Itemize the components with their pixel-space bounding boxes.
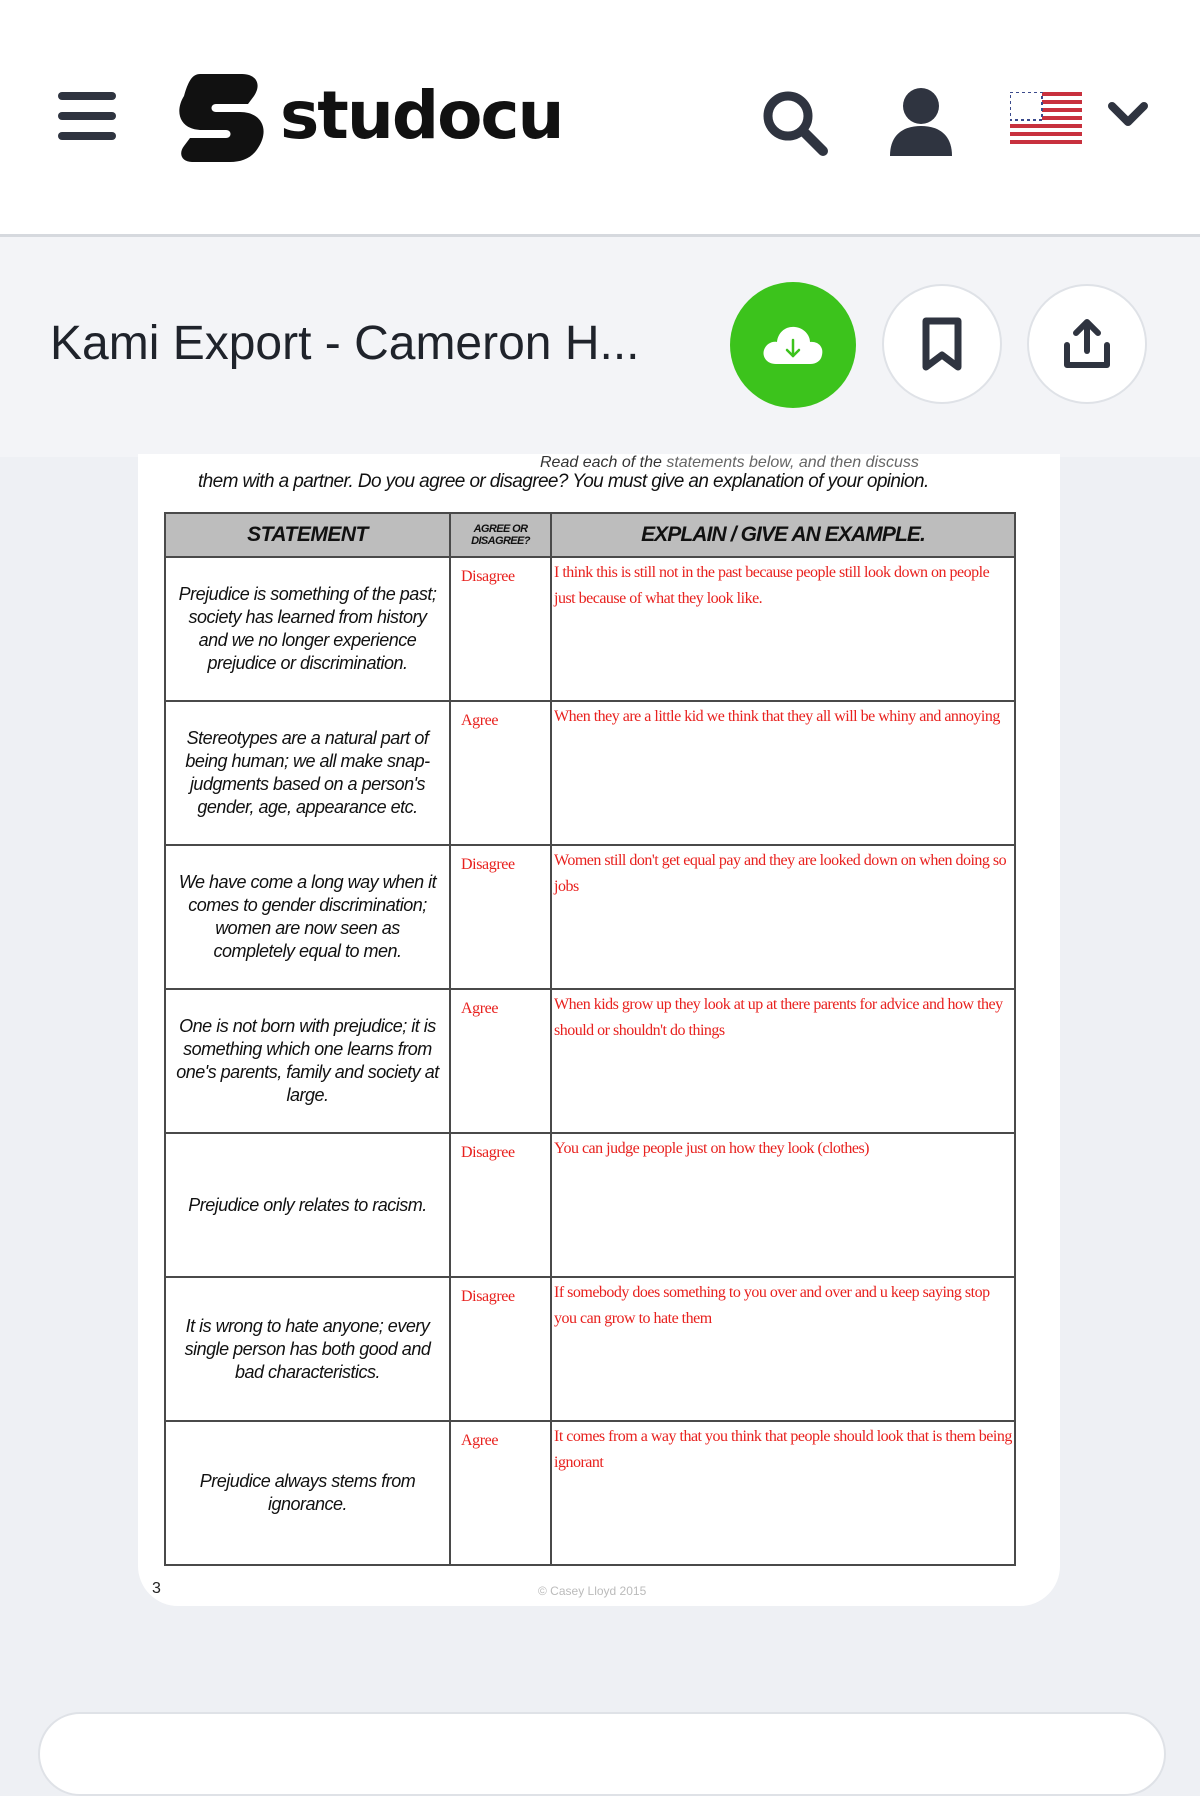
copyright-note: © Casey Lloyd 2015 — [538, 1584, 647, 1598]
header-explain: EXPLAIN / GIVE AN EXAMPLE. — [551, 513, 1015, 557]
studocu-logo-mark — [170, 68, 270, 168]
top-nav-bar — [0, 0, 1200, 237]
us-flag-icon[interactable] — [1010, 92, 1082, 144]
user-icon[interactable] — [888, 86, 954, 156]
menu-icon[interactable] — [58, 92, 116, 140]
answer-cell: Disagree — [461, 568, 515, 585]
table-row — [165, 1277, 1015, 1421]
explanation-cell: When they are a little kid we think that they all will be whiny and annoying — [554, 708, 1000, 725]
download-button[interactable] — [730, 282, 856, 408]
answer-cell: Disagree — [461, 1288, 515, 1305]
table-row — [165, 1133, 1015, 1277]
statement-cell: Prejudice always stems from ignorance. — [199, 1471, 416, 1514]
explanation-cell: It comes from a way that you think that people should look that is them being ignorant — [554, 1428, 1012, 1471]
bookmark-icon — [920, 317, 964, 371]
statement-cell: Prejudice only relates to racism. — [188, 1194, 427, 1215]
bookmark-button[interactable] — [882, 284, 1002, 404]
search-icon[interactable] — [760, 88, 830, 158]
share-button[interactable] — [1027, 284, 1147, 404]
answer-cell: Agree — [461, 712, 499, 729]
table-row — [165, 845, 1015, 989]
bottom-card — [38, 1712, 1166, 1796]
document-page — [138, 454, 1060, 1606]
header-statement: STATEMENT — [165, 513, 450, 557]
statement-cell: It is wrong to hate anyone; every single person has both good and bad characteristics. — [184, 1315, 431, 1382]
share-icon — [1062, 317, 1112, 371]
instruction-line-2: them with a partner. Do you agree or disagree? You must give an explanation of your opinion. — [198, 471, 929, 492]
statement-cell: One is not born with prejudice; it is something which one learns from one's parents, family and society at large. — [176, 1016, 439, 1105]
document-title: Kami Export - Cameron H... — [50, 317, 640, 370]
download-icon — [760, 320, 826, 370]
answer-cell: Disagree — [461, 1144, 515, 1161]
explanation-cell: Women still don't get equal pay and they are looked down on when doing so jobs — [554, 852, 1007, 895]
instruction-line-1: Read each of the statements below, and then discuss — [540, 454, 919, 471]
table-row — [165, 989, 1015, 1133]
statement-cell: Stereotypes are a natural part of being human; we all make snap-judgments based on a person's gender, age, appearance etc. — [185, 728, 430, 817]
table-header-row — [165, 513, 1015, 557]
answer-cell: Disagree — [461, 856, 515, 873]
explanation-cell: If somebody does something to you over and over and u keep saying stop you can grow to hate them — [554, 1284, 990, 1327]
explanation-cell: I think this is still not in the past because people still look down on people just because of what they look like. — [554, 564, 990, 607]
explanation-cell: You can judge people just on how they look (clothes) — [554, 1140, 869, 1157]
table-row — [165, 701, 1015, 845]
statement-cell: We have come a long way when it comes to gender discrimination; women are now seen as completely equal to men. — [178, 872, 437, 961]
statements-table — [164, 512, 1016, 1566]
studocu-logo[interactable] — [170, 68, 570, 168]
answer-cell: Agree — [461, 1000, 499, 1017]
chevron-down-icon[interactable] — [1106, 98, 1150, 132]
table-row — [165, 557, 1015, 701]
answer-cell: Agree — [461, 1432, 499, 1449]
explanation-cell: When kids grow up they look at up at there parents for advice and how they should or shouldn't do things — [554, 996, 1003, 1039]
page-number: 3 — [152, 1580, 161, 1597]
statement-cell: Prejudice is something of the past; society has learned from history and we no longer experience prejudice or discrimination. — [178, 584, 437, 673]
logo-text: studocu — [280, 77, 563, 154]
table-row — [165, 1421, 1015, 1565]
header-agree: AGREE OR DISAGREE? — [450, 513, 551, 557]
